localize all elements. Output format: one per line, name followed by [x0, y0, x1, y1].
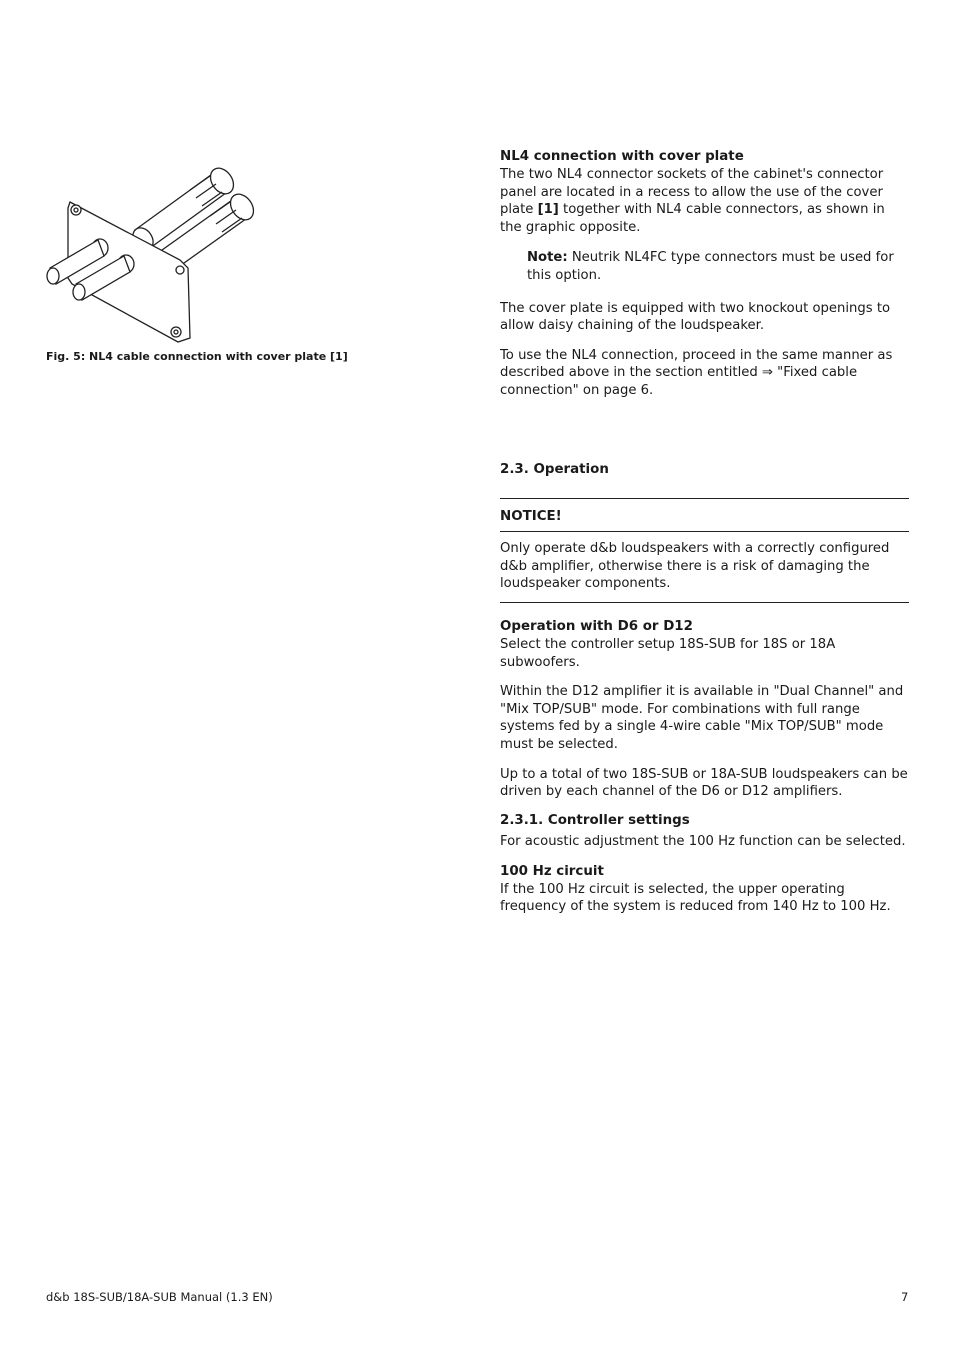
footer-page-number: 7: [901, 1290, 909, 1304]
notice-bottom-rule: [500, 602, 909, 603]
notice-title: NOTICE!: [500, 509, 562, 524]
notice-text: Only operate d&b loudspeakers with a correctly configured d&b amplifier, otherwise there is a risk of damaging the loudspeaker components.: [500, 541, 890, 592]
note: Note: Neutrik NL4FC type connectors must be used for this option.: [527, 250, 894, 283]
d6-paragraph-2: Within the D12 amplifier it is available in "Dual Channel" and "Mix TOP/SUB" mode. For combinations with full range systems fed by a single 4-wire cable "Mix TOP/SUB" mode must be selected.: [500, 684, 904, 752]
d6-paragraph-3: Up to a total of two 18S-SUB or 18A-SUB loudspeakers can be driven by each channel of the D6 or D12 amplifiers.: [500, 766, 908, 800]
circuit-text: If the 100 Hz circuit is selected, the upper operating frequency of the system is reduced from 140 Hz to 100 Hz.: [500, 881, 891, 915]
d6-d12-section: [500, 618, 910, 801]
notice-title-block: [500, 508, 910, 526]
d6-paragraph-1: Select the controller setup 18S-SUB for 18S or 18A subwoofers.: [500, 637, 836, 670]
operation-heading: 2.3. Operation: [500, 462, 609, 477]
controller-heading: 2.3.1. Controller settings: [500, 813, 690, 828]
nl4-heading: NL4 connection with cover plate: [500, 149, 744, 164]
nl4-section: [500, 148, 910, 400]
controller-paragraph: For acoustic adjustment the 100 Hz function can be selected.: [500, 834, 906, 849]
d6-d12-heading: Operation with D6 or D12: [500, 619, 693, 634]
nl4-paragraph-1: The two NL4 connector sockets of the cabinet's connector panel are located in a recess to allow the use of the cover plate [1] together with NL4 cable connectors, as shown in the graphic opposite.: [500, 167, 885, 235]
controller-settings-section: [500, 812, 910, 916]
footer-manual-title: d&b 18S-SUB/18A-SUB Manual (1.3 EN): [46, 1290, 273, 1304]
figure-caption: Fig. 5: NL4 cable connection with cover plate [1]: [46, 350, 348, 363]
operation-heading-block: [500, 461, 910, 479]
notice-mid-rule: [500, 531, 909, 532]
notice-top-rule: [500, 498, 909, 499]
circuit-heading: 100 Hz circuit: [500, 863, 604, 879]
nl4-paragraph-3: To use the NL4 connection, proceed in the same manner as described above in the section entitled ⇒ "Fixed cable connection" on page 6.: [500, 347, 893, 398]
nl4-paragraph-2: The cover plate is equipped with two knockout openings to allow daisy chaining of the loudspeaker.: [500, 300, 891, 334]
notice-body: [500, 540, 910, 593]
nl4-connector-cover-plate-illustration: [40, 160, 260, 350]
